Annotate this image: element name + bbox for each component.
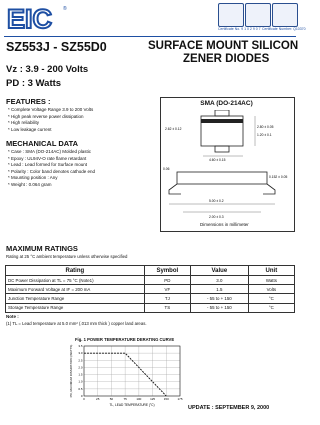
side-view-body	[177, 172, 267, 184]
cell-symbol: TS	[144, 303, 190, 312]
cathode-band	[201, 119, 243, 123]
y-tick-label: 1.5	[78, 372, 83, 377]
col-value: Value	[190, 266, 248, 276]
y-tick-label: 1.0	[78, 379, 83, 384]
mechanical-item: * Lead : Lead formed for Surface mount	[8, 162, 88, 168]
mechanical-item: * Epoxy : UL94V-O rate flame retardant	[8, 155, 87, 161]
cell-unit: Watts	[248, 276, 294, 285]
derating-chart	[60, 343, 200, 413]
cell-value: - 55 to + 150	[190, 294, 248, 303]
mechanical-item: * Mounting position : Any	[8, 175, 58, 181]
cell-value: 1.5	[190, 285, 248, 294]
cert-caption-1: Certificate No. 9 1 0 2 9 0 7	[218, 27, 261, 31]
feature-item: * High peak reverse power dissipation	[8, 113, 84, 119]
y-tick-label: 0.5	[78, 386, 83, 391]
qs-badge-icon	[272, 3, 298, 27]
dimensions-caption: Dimensions in millimeter	[200, 222, 249, 227]
title-line-2: ZENER DIODES	[183, 53, 270, 65]
table-header-row	[6, 266, 295, 276]
cell-symbol: VF	[144, 285, 190, 294]
cell-value: - 55 to + 150	[190, 303, 248, 312]
x-tick-label: 125	[150, 397, 156, 401]
cell-unit: Volts	[248, 285, 294, 294]
y-axis-label: PD, MAXIMUM DISSIPATION (WATTS)	[69, 344, 73, 398]
x-tick-label: 175	[177, 397, 183, 401]
certification-badges	[218, 3, 306, 35]
table-row	[6, 276, 295, 285]
x-tick-label: 0	[83, 397, 85, 401]
cell-symbol: TJ	[144, 294, 190, 303]
note-1: (1) TL = Lead temperature at 5.0 mm² (.013 mm thick ) copper land areas.	[6, 321, 147, 326]
mechanical-item: * Case : SMA (DO-214AC) Molded plastic	[8, 149, 92, 154]
features-list	[8, 107, 93, 133]
pd-spec: PD : 3 Watts	[6, 78, 62, 89]
y-tick-label: 0	[80, 394, 83, 398]
dim-label: 0.152 ± 0.05	[269, 175, 288, 179]
note-title: Note :	[6, 314, 19, 319]
feature-item: * Complete Voltage Range 3.9 to 200 Volts	[8, 107, 94, 112]
cell-symbol: PD	[144, 276, 190, 285]
part-number: SZ553J - SZ55D0	[6, 40, 107, 54]
dim-label: 4.60 ± 0.15	[209, 158, 226, 162]
cert-caption-2: Certificate Number: Q10370	[262, 27, 306, 31]
package-title: SMA (DO-214AC)	[200, 100, 253, 107]
dim-label: 5.00 ± 0.2	[209, 199, 224, 203]
left-lead	[169, 184, 181, 194]
title-line-1: SURFACE MOUNT SILICON	[148, 40, 299, 52]
cell-rating: DC Power Dissipation at TL = 75 °C (Note1)	[6, 276, 145, 285]
x-axis-label: TL, LEAD TEMPERATURE (°C)	[109, 403, 155, 407]
header-divider	[4, 36, 296, 37]
mechanical-item: * Polarity : Color band denotes cathode end	[8, 168, 96, 174]
eic-logo	[6, 4, 64, 32]
iso-badge-icon	[218, 3, 244, 27]
dim-label: 2.62 ± 0.12	[165, 127, 182, 131]
table-row	[6, 303, 295, 312]
ratings-heading: MAXIMUM RATINGS	[6, 244, 78, 253]
vz-spec: Vz : 3.9 - 200 Volts	[6, 64, 89, 75]
col-unit: Unit	[248, 266, 294, 276]
col-symbol: Symbol	[144, 266, 190, 276]
ratings-note: Rating at 25 °C ambient temperature unless otherwise specified	[6, 254, 128, 259]
dim-label: 1.20 ± 0.1	[257, 133, 272, 137]
x-tick-label: 100	[136, 397, 142, 401]
col-rating: Rating	[6, 266, 145, 276]
top-lead	[215, 110, 229, 116]
dim-label: 2.00 ± 0.3	[209, 215, 224, 219]
table-row	[6, 285, 295, 294]
mechanical-item: * Weight : 0.064 gram	[8, 181, 52, 187]
dim-label: 0.06	[163, 167, 170, 171]
x-tick-label: 50	[109, 397, 114, 401]
table-row	[6, 294, 295, 303]
cell-rating: Junction Temperature Range	[6, 294, 145, 303]
dim-label: 2.80 ± 0.05	[257, 125, 274, 129]
features-heading: FEATURES :	[6, 97, 51, 106]
feature-item: * Low leakage current	[8, 126, 52, 132]
registered-mark: ®	[63, 6, 67, 12]
cell-rating: Maximum Forward Voltage at IF = 200 mA	[6, 285, 145, 294]
x-tick-label: 150	[163, 397, 169, 401]
y-tick-label: 3.0	[78, 351, 83, 356]
y-tick-label: 3.5	[78, 344, 83, 348]
right-lead	[263, 184, 275, 194]
svg-text:EIC: EIC	[7, 4, 53, 32]
x-tick-label: 75	[123, 397, 127, 401]
update-date: UPDATE : SEPTEMBER 9, 2000	[188, 405, 270, 411]
cell-unit: °C	[248, 303, 294, 312]
chart-title: Fig. 1 POWER TEMPERATURE DERATING CURVE	[75, 337, 175, 342]
package-drawing	[163, 110, 291, 220]
plot-frame	[84, 346, 180, 396]
ul-badge-icon	[245, 3, 271, 27]
ratings-table	[5, 265, 295, 313]
feature-item: * High reliability	[8, 120, 40, 126]
cell-value: 3.0	[190, 276, 248, 285]
y-tick-label: 2.5	[78, 358, 83, 363]
bottom-lead	[215, 146, 229, 152]
x-tick-label: 25	[96, 397, 100, 401]
mechanical-heading: MECHANICAL DATA	[6, 139, 79, 148]
y-tick-label: 2.0	[78, 365, 83, 370]
cell-unit: °C	[248, 294, 294, 303]
cell-rating: Storage Temperature Range	[6, 303, 145, 312]
mechanical-list	[8, 149, 95, 189]
